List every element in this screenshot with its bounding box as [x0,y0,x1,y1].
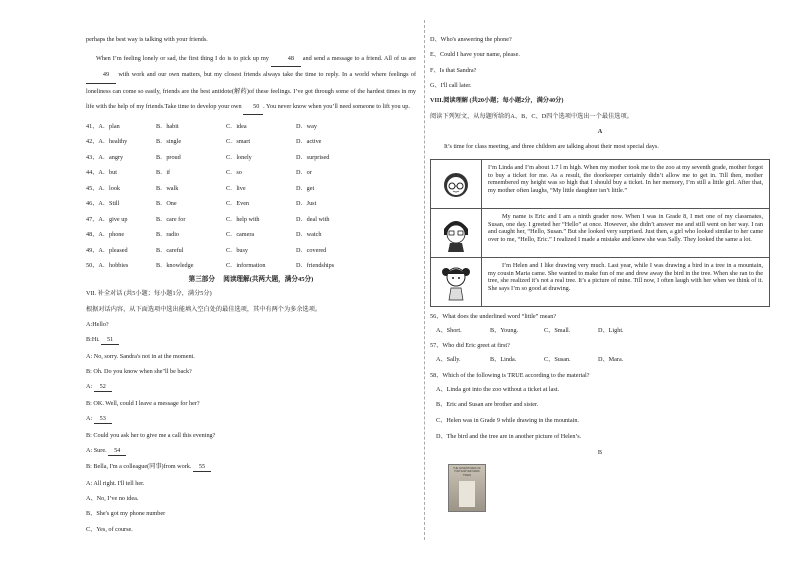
dialog-choice: F、Is that Sandra? [430,66,477,74]
table-row [431,160,769,208]
option: B．radio [156,231,180,239]
section8-intro: 阅读下列短文，从每题所给的A、B、C、D四个选项中选出一个最佳选项。 [430,112,633,120]
option: D、Mara. [598,356,624,363]
option: C、Susan. [544,356,571,363]
left-column [86,36,416,541]
option: C．smart [226,138,251,146]
book-figure [459,481,475,507]
option: B、Young. [490,326,519,334]
dialog-choice: B、She's got my phone number [86,510,166,518]
option: D、Light. [598,326,624,334]
option: B．single [156,138,182,146]
option: D．friendships [296,262,335,270]
option: C．live [226,184,246,192]
option: B．careful [156,246,184,254]
blank-54: 54 [108,447,126,456]
blank-52: 52 [94,383,112,392]
boy-icon [431,209,482,257]
option: C．camera [226,231,255,239]
dialog-line: B: Bella, I'm a colleague(同事)from work. 55 [86,463,416,472]
option: D．watch [296,231,322,239]
dialog-choice: E、Could I have your name, please. [430,51,520,59]
dialog-choice: A、No, I’ve no idea. [86,494,139,502]
option: C．busy [226,246,249,254]
option: B、Eric and Susan are brother and sister. [436,401,539,409]
option: A、Sally. [436,356,461,363]
dialog-line: B:Hi. 51 [86,336,416,345]
option: 49、A．pleased [86,246,128,254]
question-58: 58、Which of the following is TRUE according to the material? [430,371,590,379]
dialog-line: A: 52 [86,383,416,392]
passage-line: perhaps the best way is talking with your friends. [86,36,208,43]
passage-a-intro: It’s time for class meeting, and three children are talking about their most special days. [444,143,659,151]
cloze-options [86,123,416,271]
section7-title: VII. 补全对话 (共5小题；每小题1分，满分5分) [86,290,212,298]
option: C．lonely [226,153,252,161]
dialog-line: A: Sure. 54 [86,447,416,456]
option: D．Just [296,200,317,208]
dialog-line: B: OK. Well, could I leave a message for her? [86,399,200,407]
linda-story: I’m Linda and I’m about 1.7 l m high. When my mother took me to the zoo at my seventh grade, mother forgot to buy a ticket for me. As a result, the doorkeeper certainly didn’t allow me to get in. Till then, mother remembered my height was so high that I should buy a ticket. In her memory, I’m still a little girl. After that, my mother often laughs, “My little daughter isn’t little.” [488,163,763,194]
blank-49: 49 [86,67,116,83]
girl-glasses-icon [431,160,482,208]
passage-b-label: B [597,448,603,456]
section7-intro: 根据对话内容，从下面选项中选出能填入空白处的最佳选项，其中有两个为多余选项。 [86,305,322,313]
dialog-choice: G、I'll call later. [430,82,472,90]
option: C、Small. [544,326,571,334]
table-row [431,208,769,257]
option: B．if [156,169,171,177]
book-cover-image [448,464,486,512]
option: B．knowledge [156,262,194,270]
option: C、Helen was in Grade 9 while drawing in the mountain. [436,417,579,424]
option: D．get [296,184,315,192]
question-57-options [436,356,770,364]
blank-55: 55 [193,463,211,472]
option: C．help with [226,215,260,223]
option: C．Even [226,200,250,208]
option: 44、A．but [86,169,117,177]
right-column [430,36,770,512]
option: B．One [156,200,177,208]
option: 42、A．healthy [86,138,128,146]
eric-story: My name is Eric and I am a ninth grader now. When I was in Grade 8, I met one of my classmates, Susan, one day. I greeted her “Hello” at once. However, she didn’t answer me and still went on her way. I ran and caught her, “Hello, Susan.” But she looked very surprised. Just then, a girl who looked similar to her came over to me, “Hello, Eric.” I realized I made a mistake and knew she was Sally. They looked the same a lot. [488,212,763,243]
option: 45、A．look [86,184,121,192]
question-58-options [430,386,770,441]
option: 41、A．plan [86,122,120,130]
option: B．walk [156,184,179,192]
blank-50: 50 [243,99,263,115]
dialog [86,321,416,533]
cloze-paragraph: When I’m feeling lonely or sad, the first thing I do is to pick up my 48 and send a message to a friend. All of us are 49 with work and our own matters, but my closest friends always take the time to reply. In a world where feelings of loneliness can come so easily, friends are the best antidote(解药)of these feelings. I’ve got through some of the hardest times in my life with the help of my friends.Take time to develop your own 50 . You never know when you’ll need someone to lift you up. [86,51,416,115]
book-title: THE ADVENTURES OF TOM SAWYER MARK TWAIN [453,467,481,477]
passage-a-label: A [597,128,603,136]
table-row [431,257,769,306]
dialog-line: A: All right. I'll tell her. [86,479,145,487]
question-56-options [436,327,770,335]
dialog-line: A: 53 [86,415,416,424]
option: B、Linda. [490,356,517,363]
blank-51: 51 [101,336,119,345]
dialog-line: B: Could you ask her to give me a call this evening? [86,431,216,439]
option: 48、A．phone [86,231,125,239]
column-divider [424,20,425,540]
option: D．deal with [296,215,330,223]
option: D．covered [296,246,327,254]
question-56: 56、What does the underlined word “little” mean? [430,312,557,320]
dialog-line: B: Oh. Do you know when she"ll be back? [86,368,192,376]
option: C．information [226,262,266,270]
option: A、Linda got into the zoo without a ticket at last. [436,385,560,393]
option: A、Short. [436,326,462,334]
helen-story: I’m Helen and I like drawing very much. Last year, while I was drawing a bird in a tree in a mountain, my cousin Maria came. She wanted to make fun of me and drew away the bird in the tree. When she ran to the tree, she realized it’s not a real tree. It’s a picture of mine. Till now, I often laugh with her when we think of it. She says I’m so good at drawing. [488,261,763,292]
option: B．proud [156,153,181,161]
dialog-line: A:Hello? [86,321,109,329]
option: D．or [296,169,312,177]
dialog-choice: D、Who's answering the phone? [430,36,512,43]
option: 43、A．angry [86,153,124,161]
option: B．habit [156,122,179,130]
option: D．active [296,138,322,146]
children-table [430,159,770,307]
option: 46、A．Still [86,200,120,208]
option: C．idea [226,122,247,130]
question-57: 57、Who did Eric greet at first? [430,342,510,350]
dialog-line: A: No, sorry. Sandra's not in at the moment. [86,352,195,360]
option: 50、A．hobbies [86,262,129,270]
option: B．care for [156,215,186,223]
girl-pigtails-icon [431,258,482,306]
section8-title: VIII.阅读理解 (共20小题；每小题2分，满分40分) [430,97,564,105]
option: D、The bird and the tree are in another picture of Helen’s. [436,432,582,440]
option: D．surprised [296,153,330,161]
option: 47、A．give up [86,215,128,223]
blank-48: 48 [271,51,301,67]
option: C．so [226,169,242,177]
part3-heading: 第三部分 阅读理解(共两大题，满分45分) [188,276,314,284]
option: D．way [296,122,317,130]
blank-53: 53 [94,415,112,424]
dialog-choice: C、Yes, of course. [86,525,133,533]
